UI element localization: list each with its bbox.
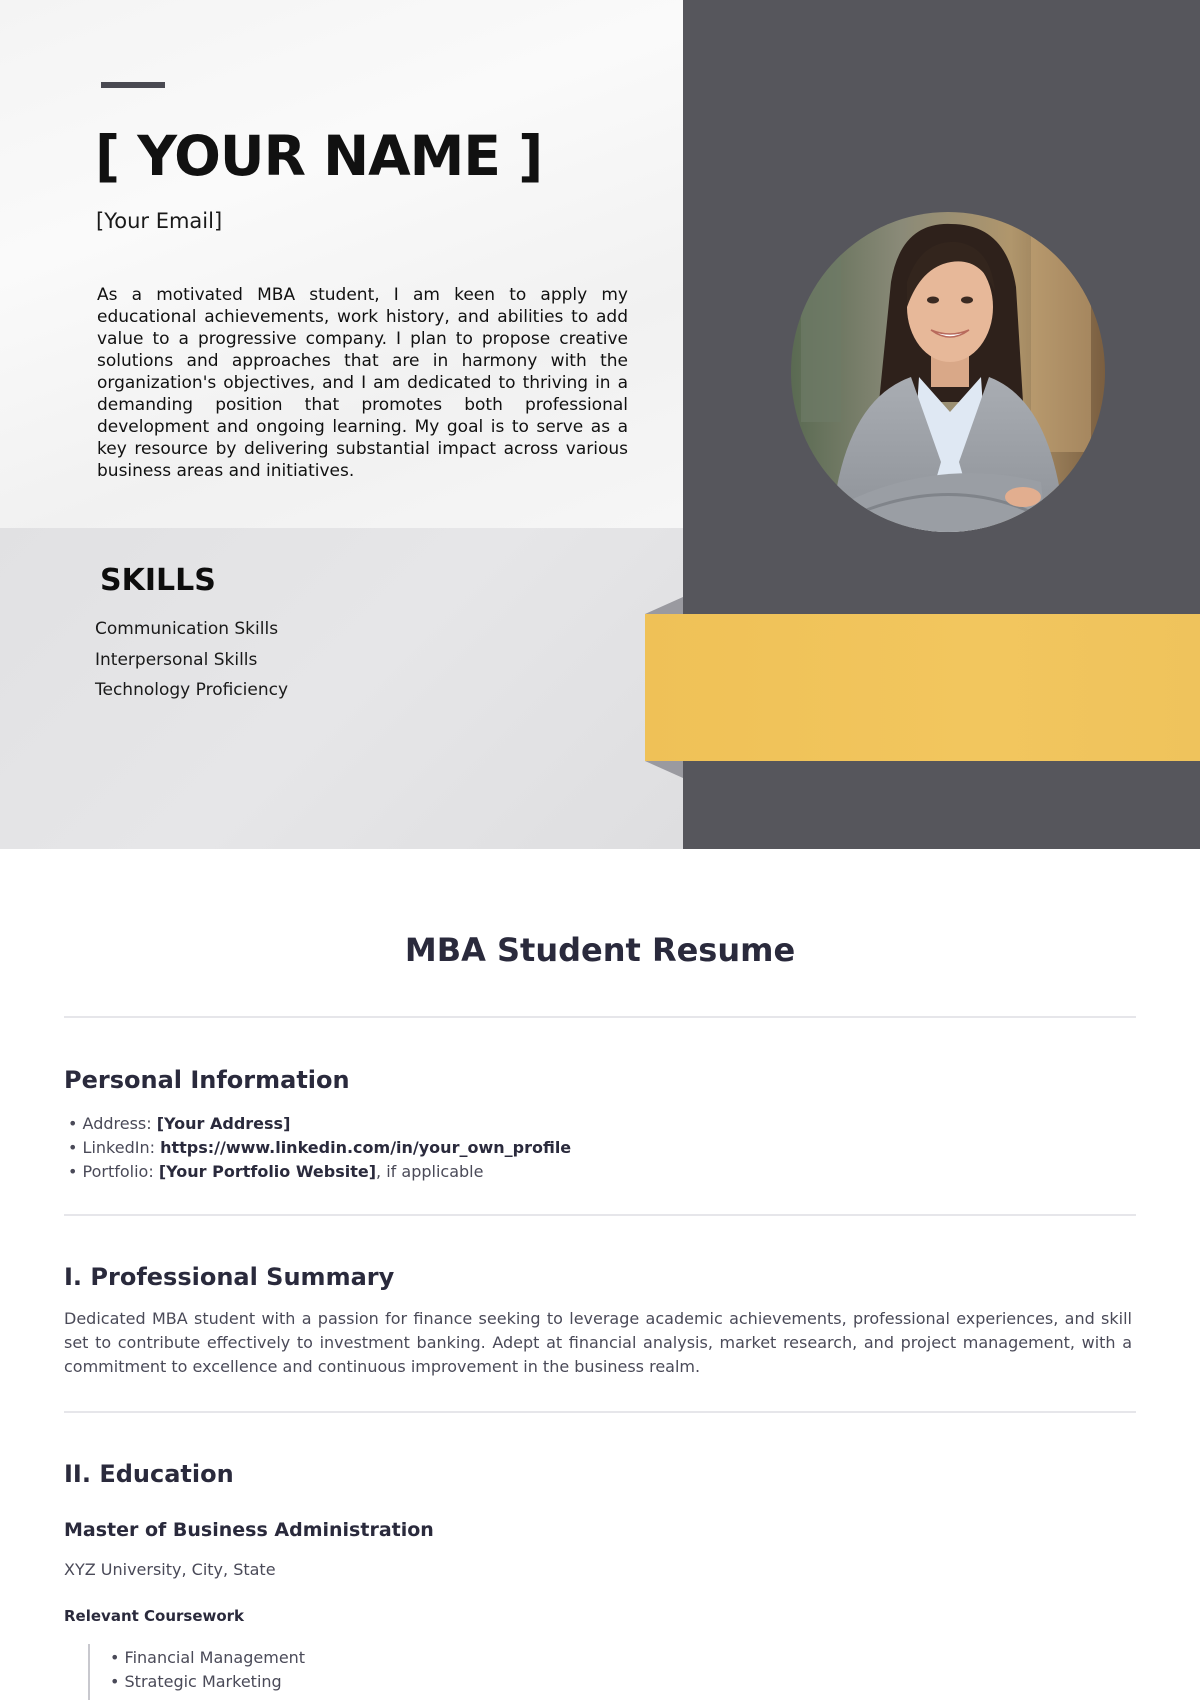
address-item <box>68 1112 571 1136</box>
summary-paragraph: Dedicated MBA student with a passion for finance seeking to leverage academic achievements, professional experiences, and skill set to contribute effectively to investment banking. Adept at financial analysis, market research, and project management, with a commitment to excellence and continuous improvement in the business realm. <box>64 1309 1132 1376</box>
portfolio-suffix: , if applicable <box>376 1162 484 1181</box>
degree-title: Master of Business Administration <box>64 1519 434 1541</box>
personal-info-heading: Personal Information <box>64 1066 350 1094</box>
university-text: XYZ University, City, State <box>64 1560 276 1579</box>
page-title: MBA Student Resume <box>404 931 796 969</box>
linkedin-link[interactable]: https://www.linkedin.com/in/your_own_profile <box>160 1138 572 1157</box>
email-text: [Your Email] <box>96 209 223 233</box>
linkedin-item <box>68 1136 571 1160</box>
divider <box>64 1016 1136 1018</box>
address-value: [Your Address] <box>156 1114 291 1133</box>
ribbon-fold-top <box>645 597 683 614</box>
summary-heading: I. Professional Summary <box>64 1263 395 1291</box>
address-label: • Address: <box>68 1114 157 1133</box>
portfolio-value: [Your Portfolio Website] <box>158 1162 377 1181</box>
coursework-item: • Strategic Marketing <box>110 1672 282 1691</box>
portfolio-label: • Portfolio: <box>68 1162 159 1181</box>
coursework-item: • Financial Management <box>110 1648 306 1667</box>
divider <box>64 1214 1136 1216</box>
linkedin-label: • LinkedIn: <box>68 1138 161 1157</box>
skills-heading: SKILLS <box>100 563 216 598</box>
education-heading: II. Education <box>64 1460 234 1488</box>
coursework-heading: Relevant Coursework <box>64 1607 245 1625</box>
portfolio-item <box>68 1160 571 1184</box>
yellow-ribbon-banner <box>645 614 1200 761</box>
portrait-image <box>791 212 1105 532</box>
accent-dash <box>101 82 165 88</box>
skills-list <box>95 614 288 706</box>
coursework-list <box>110 1646 305 1694</box>
name-heading: [ YOUR NAME ] <box>95 124 543 188</box>
ribbon-fold-bottom <box>645 761 683 778</box>
objective-paragraph: As a motivated MBA student, I am keen to apply my educational achievements, work history, and abilities to add value to a progressive company. I plan to propose creative solutions and approaches that are in harmony with the organization's objectives, and I am dedicated to thriving in a demanding position that promotes both professional development and ongoing learning. My goal is to serve as a key resource by delivering substantial impact across various business areas and initiatives. <box>97 285 628 481</box>
personal-info-list <box>68 1112 571 1184</box>
divider <box>64 1411 1136 1413</box>
skill-item: Interpersonal Skills <box>95 649 258 670</box>
profile-photo <box>791 212 1105 532</box>
coursework-quote-bar <box>88 1644 90 1700</box>
skill-item: Communication Skills <box>95 619 279 639</box>
resume-cover <box>0 0 1200 849</box>
skill-item: Technology Proficiency <box>95 680 289 700</box>
